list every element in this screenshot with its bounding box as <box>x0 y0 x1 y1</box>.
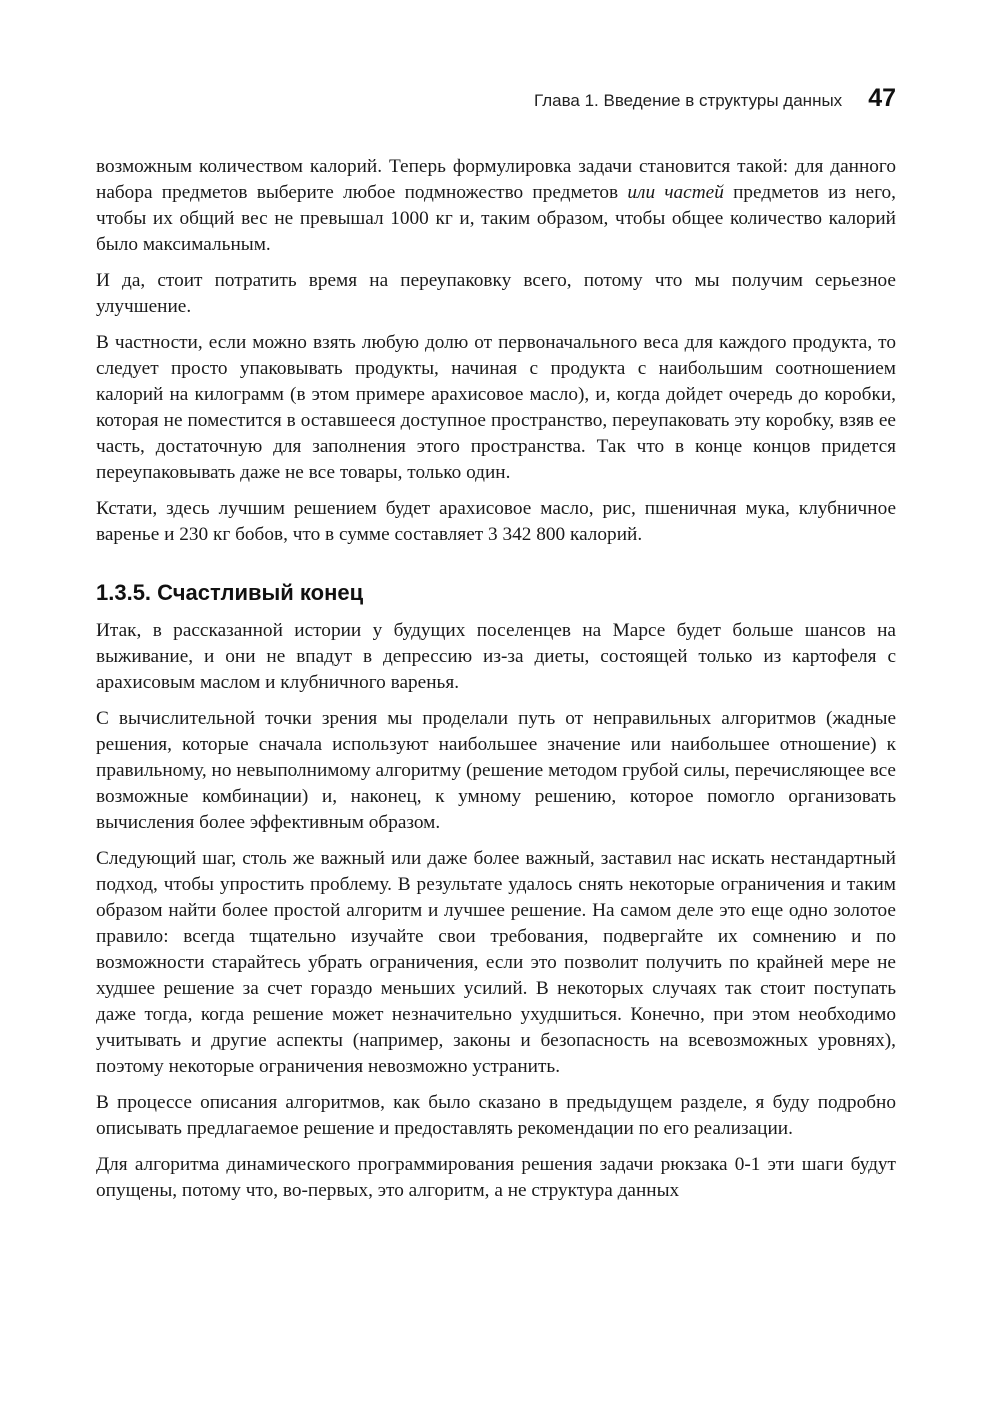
chapter-title: Глава 1. Введение в структуры данных <box>533 91 843 110</box>
paragraph: В частности, если можно взять любую долю от первоначального веса для каждого продукта, то следует просто упаковывать продукты, начиная с продукта с наибольшим соотношением калорий на килограмм (в этом примере арахисовое масло), и, когда дойдет очередь до коробки, которая не поместится в оставшееся доступное пространство, переупаковать эту коробку, взяв ее часть, достаточную для заполнения этого пространства. Так что в конце концов придется переупаковывать даже не все товары, только один. <box>96 332 896 483</box>
paragraph-text: предметов из него, чтобы их общий вес не превышал 1000 кг и, таким образом, чтобы общее количество калорий было максимальным. <box>96 182 897 255</box>
paragraph: Итак, в рассказанной истории у будущих поселенцев на Марсе будет больше шансов на выживание, и они не впадут в депрессию из-за диеты, состоящей только из картофеля с арахисовым маслом и клубничного варенья. <box>96 620 896 693</box>
book-page <box>96 0 896 1413</box>
page-number: 47 <box>868 84 896 112</box>
section-heading: 1.3.5. Счастливый конец <box>96 580 364 605</box>
paragraph <box>96 154 896 258</box>
italic-phrase: или частей <box>627 182 724 203</box>
page-body <box>96 154 896 1214</box>
paragraph: И да, стоит потратить время на переупаковку всего, потому что мы получим серьезное улучшение. <box>96 270 896 317</box>
paragraph: В процессе описания алгоритмов, как было сказано в предыдущем разделе, я буду подробно описывать предлагаемое решение и предоставлять рекомендации по его реализации. <box>96 1092 896 1139</box>
paragraph-text: возможным количеством калорий. Теперь формулировка задачи становится такой: для данного набора предметов выберите любое подмножество предметов <box>96 156 896 203</box>
paragraph: Следующий шаг, столь же важный или даже более важный, заставил нас искать нестандартный подход, чтобы упростить проблему. В результате удалось снять некоторые ограничения и таким образом найти более простой алгоритм и лучшее решение. На самом деле это еще одно золотое правило: всегда тщательно изучайте свои требования, подвергайте их сомнению и по возможности старайтесь убрать ограничения, если это позволит получить по крайней мере не худшее решение за счет гораздо меньших усилий. В некоторых случаях так стоит поступать даже тогда, когда решение может незначительно ухудшиться. Конечно, при этом необходимо учитывать и другие аспекты (например, законы и безопасность на всевозможных уровнях), поэтому некоторые ограничения невозможно устранить. <box>96 848 896 1077</box>
paragraph: Для алгоритма динамического программирования решения задачи рюкзака 0-1 эти шаги будут опущены, потому что, во-первых, это алгоритм, а не структура данных <box>96 1154 896 1201</box>
running-header <box>96 84 896 120</box>
paragraph: С вычислительной точки зрения мы проделали путь от неправильных алгоритмов (жадные решения, которые сначала используют наибольшее значение или наибольшее отношение) к правильному, но невыполнимому алгоритму (решение методом грубой силы, перечисляющее все возможные комбинации) и, наконец, к умному решению, которое помогло организовать вычисления более эффективным образом. <box>96 708 896 833</box>
paragraph: Кстати, здесь лучшим решением будет арахисовое масло, рис, пшеничная мука, клубничное варенье и 230 кг бобов, что в сумме составляет 3 342 800 калорий. <box>96 498 896 545</box>
